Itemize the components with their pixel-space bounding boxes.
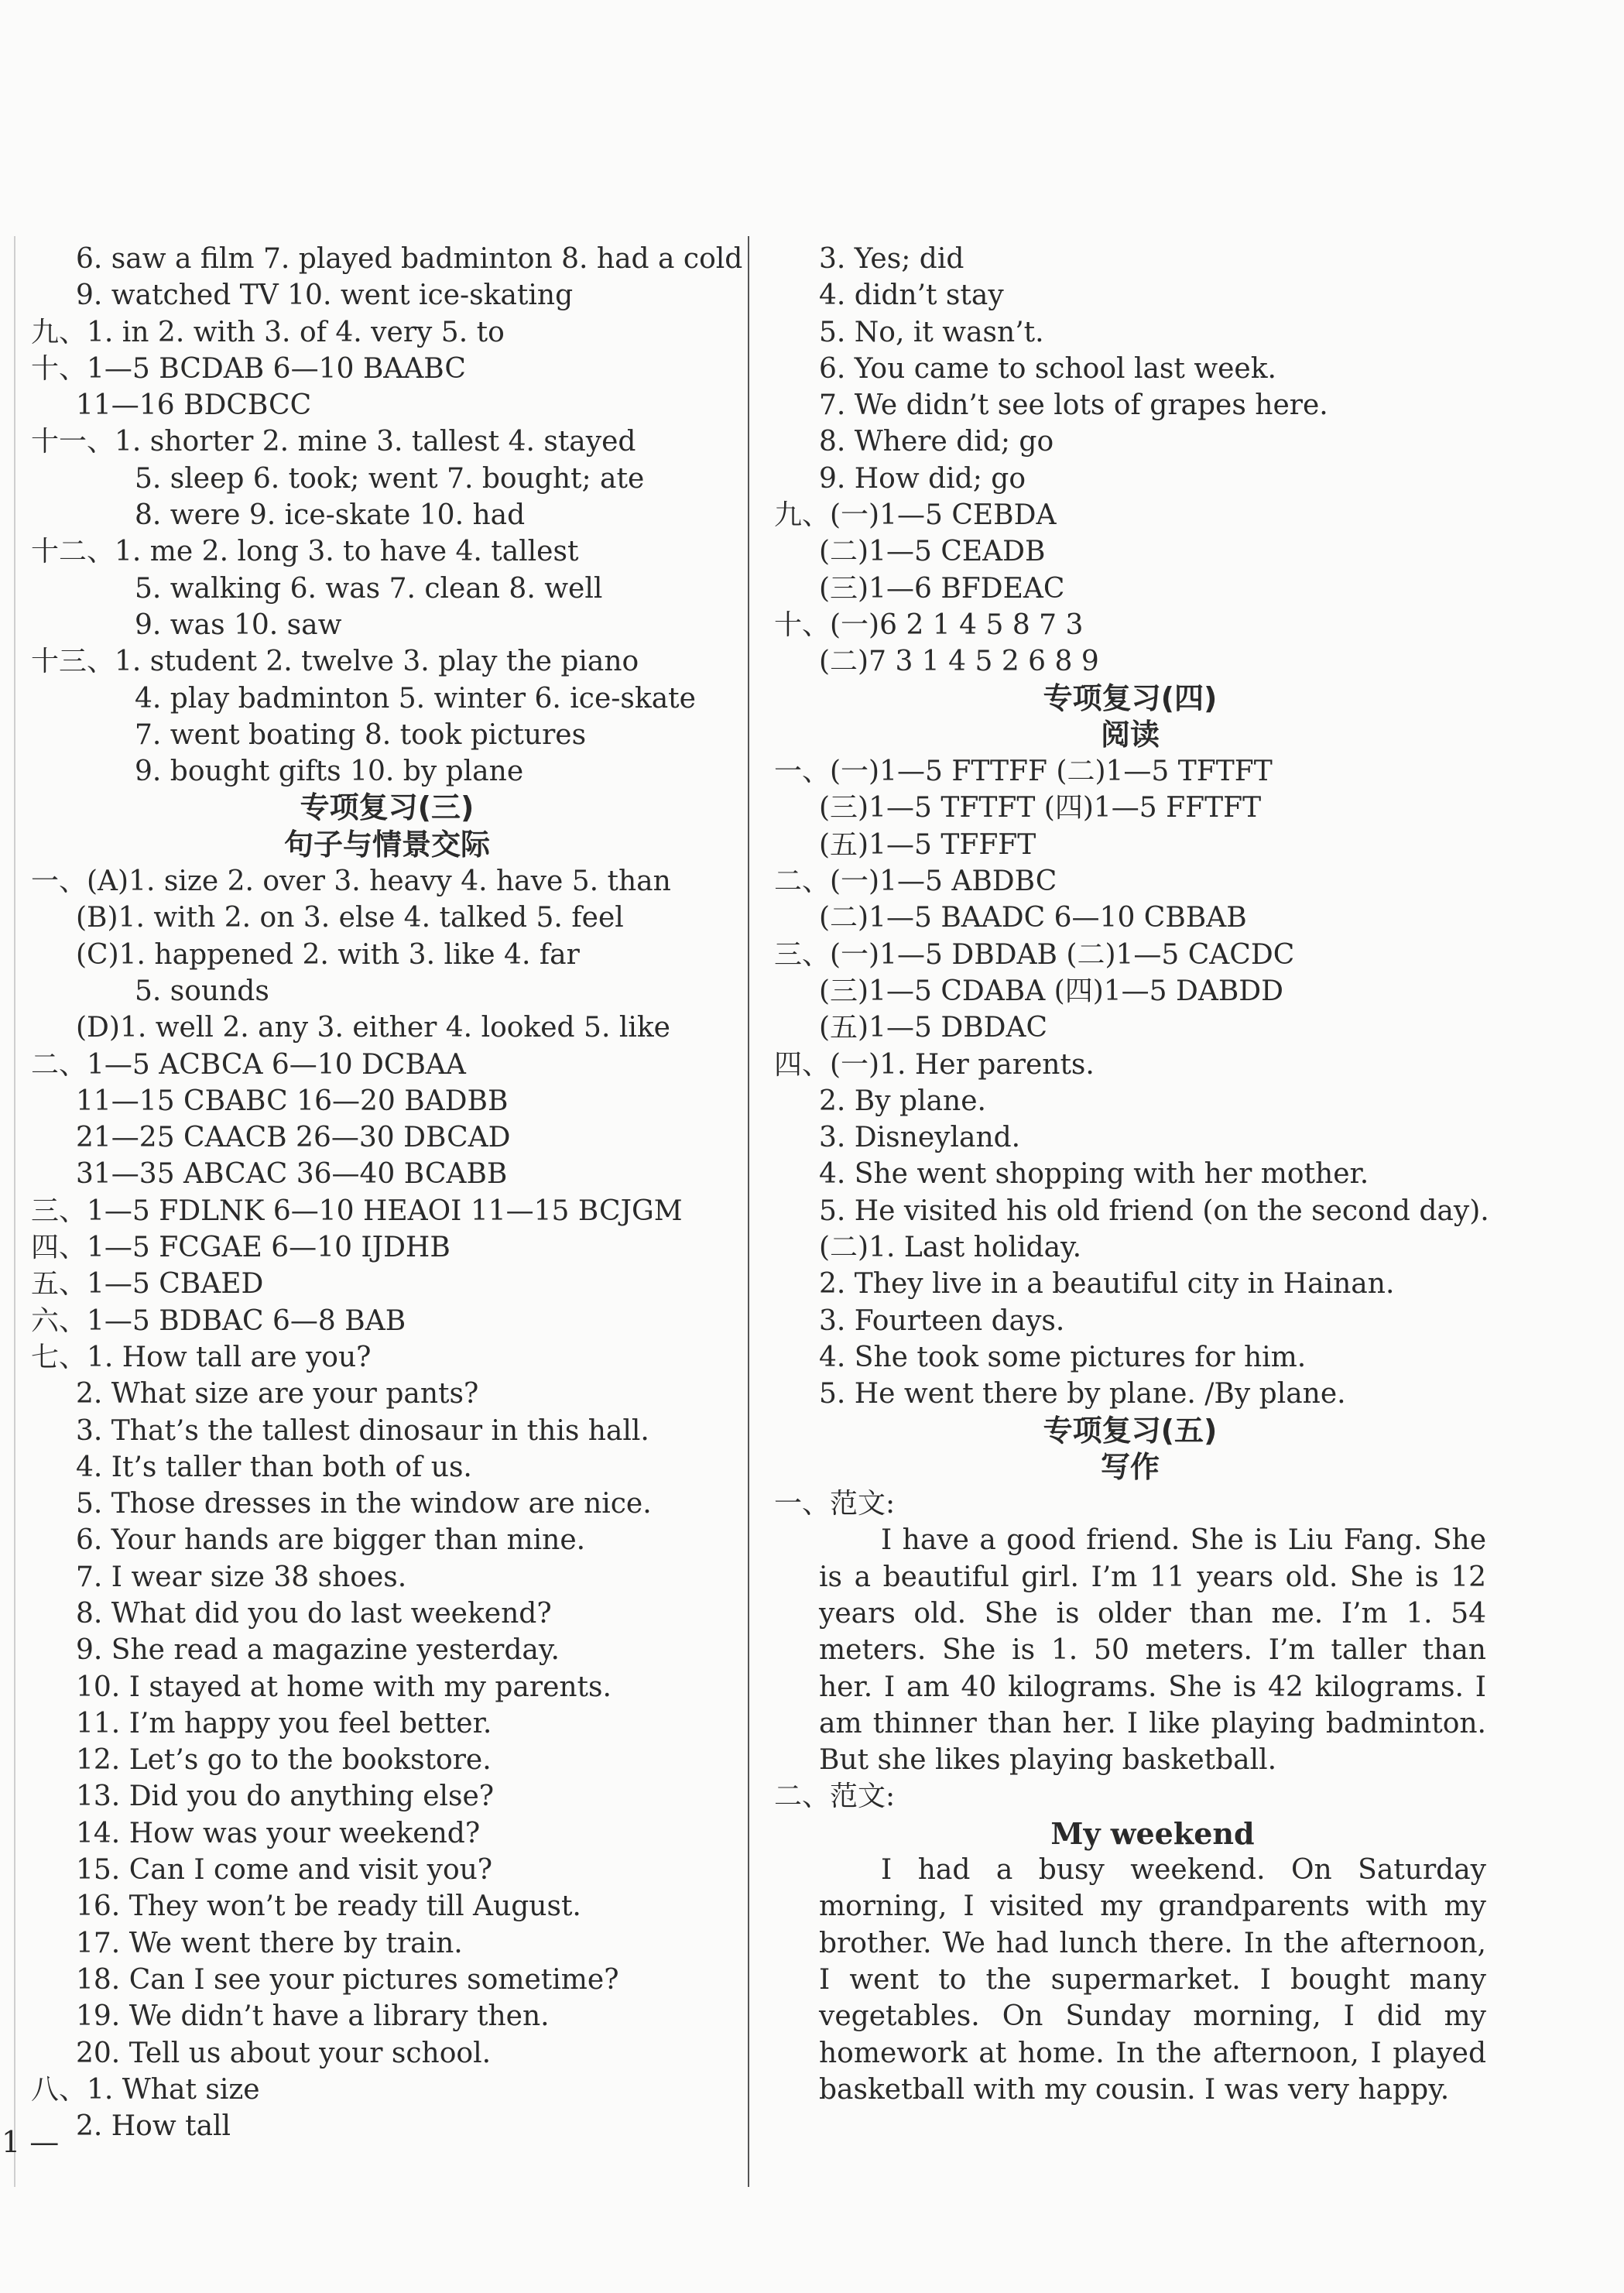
answer-line: 8. were 9. ice-skate 10. had — [135, 499, 526, 532]
answer-line: 5. No, it wasn’t. — [819, 316, 1044, 348]
answer-line: 十二、1. me 2. long 3. to have 4. tallest — [31, 536, 579, 568]
answer-line: 2. How tall — [76, 2110, 231, 2143]
answer-line: 4. didn’t stay — [819, 279, 1004, 312]
answer-line: 二、(一)1—5 ABDBC — [774, 865, 1057, 898]
answer-line: (五)1—5 TFFFT — [819, 828, 1036, 861]
section-heading: 写作 — [1100, 1449, 1160, 1484]
answer-line: 9. was 10. saw — [135, 608, 342, 641]
right-column-answers — [774, 241, 1489, 1486]
model-essay-2-text: I had a busy weekend. On Saturday morning, I visited my grandparents with my brother. We had lunch there. In the afternoon, I went to the supermarket. I bought many vegetables. On Sunday morning, I did my homework at home. In the afternoon, I played basketball with my cousin. I was very happy. — [819, 1854, 1486, 2106]
answer-line: 4. It’s taller than both of us. — [76, 1451, 472, 1483]
answer-line: 9. bought gifts 10. by plane — [135, 756, 524, 788]
answer-line: (三)1—5 CDABA (四)1—5 DABDD — [819, 975, 1284, 1007]
left-column — [31, 241, 743, 2144]
answer-line: 3. Yes; did — [819, 243, 964, 275]
answer-line: 三、1—5 FDLNK 6—10 HEAOI 11—15 BCJGM — [31, 1194, 683, 1227]
writing-label-2: 二、范文: — [774, 1781, 896, 1813]
answer-line: 3. That’s the tallest dinosaur in this hall. — [76, 1414, 649, 1447]
answer-line: 10. I stayed at home with my parents. — [76, 1671, 612, 1703]
answer-line: 3. Disneyland. — [819, 1122, 1021, 1154]
section-heading: 阅读 — [1100, 717, 1160, 752]
answer-line: 5. Those dresses in the window are nice. — [76, 1488, 652, 1520]
answer-line: 2. What size are your pants? — [76, 1378, 479, 1410]
answer-line: 二、1—5 ACBCA 6—10 DCBAA — [31, 1048, 466, 1081]
answer-line: 4. play badminton 5. winter 6. ice-skate — [135, 682, 696, 715]
answer-line: 11. I’m happy you feel better. — [76, 1707, 492, 1739]
answer-line: 八、1. What size — [31, 2073, 260, 2106]
writing-label-1: 一、范文: — [774, 1488, 896, 1520]
answer-line: 2. By plane. — [819, 1085, 986, 1117]
answer-line: 5. walking 6. was 7. clean 8. well — [135, 572, 603, 605]
answer-line: 6. Your hands are bigger than mine. — [76, 1524, 586, 1557]
answer-line: 五、1—5 CBAED — [31, 1268, 264, 1301]
answer-line: 6. You came to school last week. — [819, 352, 1276, 385]
answer-line: (二)1. Last holiday. — [819, 1232, 1082, 1264]
answer-line: 16. They won’t be ready till August. — [76, 1890, 581, 1923]
answer-line: 20. Tell us about your school. — [76, 2037, 492, 2069]
answer-line: 九、1. in 2. with 3. of 4. very 5. to — [31, 316, 505, 348]
answer-line: 5. sleep 6. took; went 7. bought; ate — [135, 462, 645, 495]
answer-line: 十一、1. shorter 2. mine 3. tallest 4. stayed — [31, 426, 636, 458]
answer-line: 6. saw a film 7. played badminton 8. had a cold — [76, 243, 743, 275]
answer-line: 7. I wear size 38 shoes. — [76, 1561, 407, 1593]
answer-line: (二)7 3 1 4 5 2 6 8 9 — [819, 646, 1099, 678]
answer-line: 18. Can I see your pictures sometime? — [76, 1963, 619, 1996]
answer-line: 17. We went there by train. — [76, 1927, 463, 1959]
answer-line: 5. He visited his old friend (on the second day). — [819, 1194, 1489, 1227]
answer-line: 十三、1. student 2. twelve 3. play the piano — [31, 646, 639, 678]
answer-line: 九、(一)1—5 CEBDA — [774, 499, 1057, 532]
answer-line: 19. We didn’t have a library then. — [76, 2000, 550, 2033]
answer-line: 六、1—5 BDBAC 6—8 BAB — [31, 1304, 406, 1337]
page-margin-rule — [14, 236, 15, 2187]
answer-line: 十、(一)6 2 1 4 5 8 7 3 — [774, 608, 1084, 641]
answer-line: 14. How was your weekend? — [76, 1817, 481, 1849]
answer-line: (C)1. happened 2. with 3. like 4. far — [76, 938, 580, 971]
answer-line: 四、(一)1. Her parents. — [774, 1048, 1095, 1081]
answer-line: 9. How did; go — [819, 462, 1026, 495]
answer-line: 11—16 BDCBCC — [76, 389, 312, 422]
answer-line: 5. He went there by plane. /By plane. — [819, 1378, 1346, 1410]
answer-line: 15. Can I come and visit you? — [76, 1854, 493, 1887]
answer-line: 31—35 ABCAC 36—40 BCABB — [76, 1158, 508, 1191]
answer-line: (B)1. with 2. on 3. else 4. talked 5. feel — [76, 902, 624, 934]
section-heading: 专项复习(四) — [1043, 680, 1218, 715]
answer-line: 11—15 CBABC 16—20 BADBB — [76, 1085, 509, 1117]
section-heading: 句子与情景交际 — [283, 827, 490, 862]
answer-line: 8. What did you do last weekend? — [76, 1597, 552, 1630]
answer-line: 9. She read a magazine yesterday. — [76, 1634, 560, 1667]
answer-line: 8. Where did; go — [819, 426, 1054, 458]
answer-line: 13. Did you do anything else? — [76, 1781, 495, 1813]
answer-line: (三)1—5 TFTFT (四)1—5 FFTFT — [819, 792, 1262, 824]
answer-line: 7. went boating 8. took pictures — [135, 718, 587, 751]
model-essay-1-text: I have a good friend. She is Liu Fang. She is a beautiful girl. I’m 11 years old. She is 12 years old. She is older than me. I’m 1. 54 meters. She is 1. 50 meters. I’m taller than her. I am 40 kilograms. She is 42 kilograms. I am thinner than her. I like playing badminton. But she likes playing basketball. — [819, 1524, 1486, 1777]
answer-line: 7. We didn’t see lots of grapes here. — [819, 389, 1328, 422]
answer-line: 9. watched TV 10. went ice-skating — [76, 279, 574, 312]
page-number: 1 — — [2, 2125, 60, 2159]
answer-line: 2. They live in a beautiful city in Hainan. — [819, 1268, 1395, 1301]
section-heading: 专项复习(五) — [1043, 1413, 1218, 1448]
answer-line: 十、1—5 BCDAB 6—10 BAABC — [31, 352, 466, 385]
answer-line: (D)1. well 2. any 3. either 4. looked 5. like — [76, 1012, 670, 1044]
answer-line: 四、1—5 FCGAE 6—10 IJDHB — [31, 1232, 451, 1264]
answer-line: 5. sounds — [135, 975, 269, 1007]
answer-line: (二)1—5 BAADC 6—10 CBBAB — [819, 902, 1247, 934]
column-divider — [748, 236, 749, 2187]
answer-line: (三)1—6 BFDEAC — [819, 572, 1065, 605]
answer-line: (二)1—5 CEADB — [819, 536, 1046, 568]
answer-line: 七、1. How tall are you? — [31, 1341, 372, 1373]
answer-line: 一、(A)1. size 2. over 3. heavy 4. have 5. than — [31, 865, 671, 898]
model-essay-2 — [774, 1852, 1486, 2108]
answer-line: 一、(一)1—5 FTTFF (二)1—5 TFTFT — [774, 756, 1273, 788]
answer-line: 4. She took some pictures for him. — [819, 1341, 1307, 1373]
answer-line: (五)1—5 DBDAC — [819, 1012, 1048, 1044]
model-essay-2-title: My weekend — [1050, 1815, 1255, 1851]
model-essay-1 — [774, 1522, 1486, 1778]
answer-line: 12. Let’s go to the bookstore. — [76, 1744, 492, 1777]
answer-line: 21—25 CAACB 26—30 DBCAD — [76, 1122, 511, 1154]
section-heading: 专项复习(三) — [300, 790, 475, 825]
answer-line: 3. Fourteen days. — [819, 1304, 1065, 1337]
answer-line: 4. She went shopping with her mother. — [819, 1158, 1369, 1191]
right-column — [774, 241, 1489, 2108]
answer-line: 三、(一)1—5 DBDAB (二)1—5 CACDC — [774, 938, 1295, 971]
